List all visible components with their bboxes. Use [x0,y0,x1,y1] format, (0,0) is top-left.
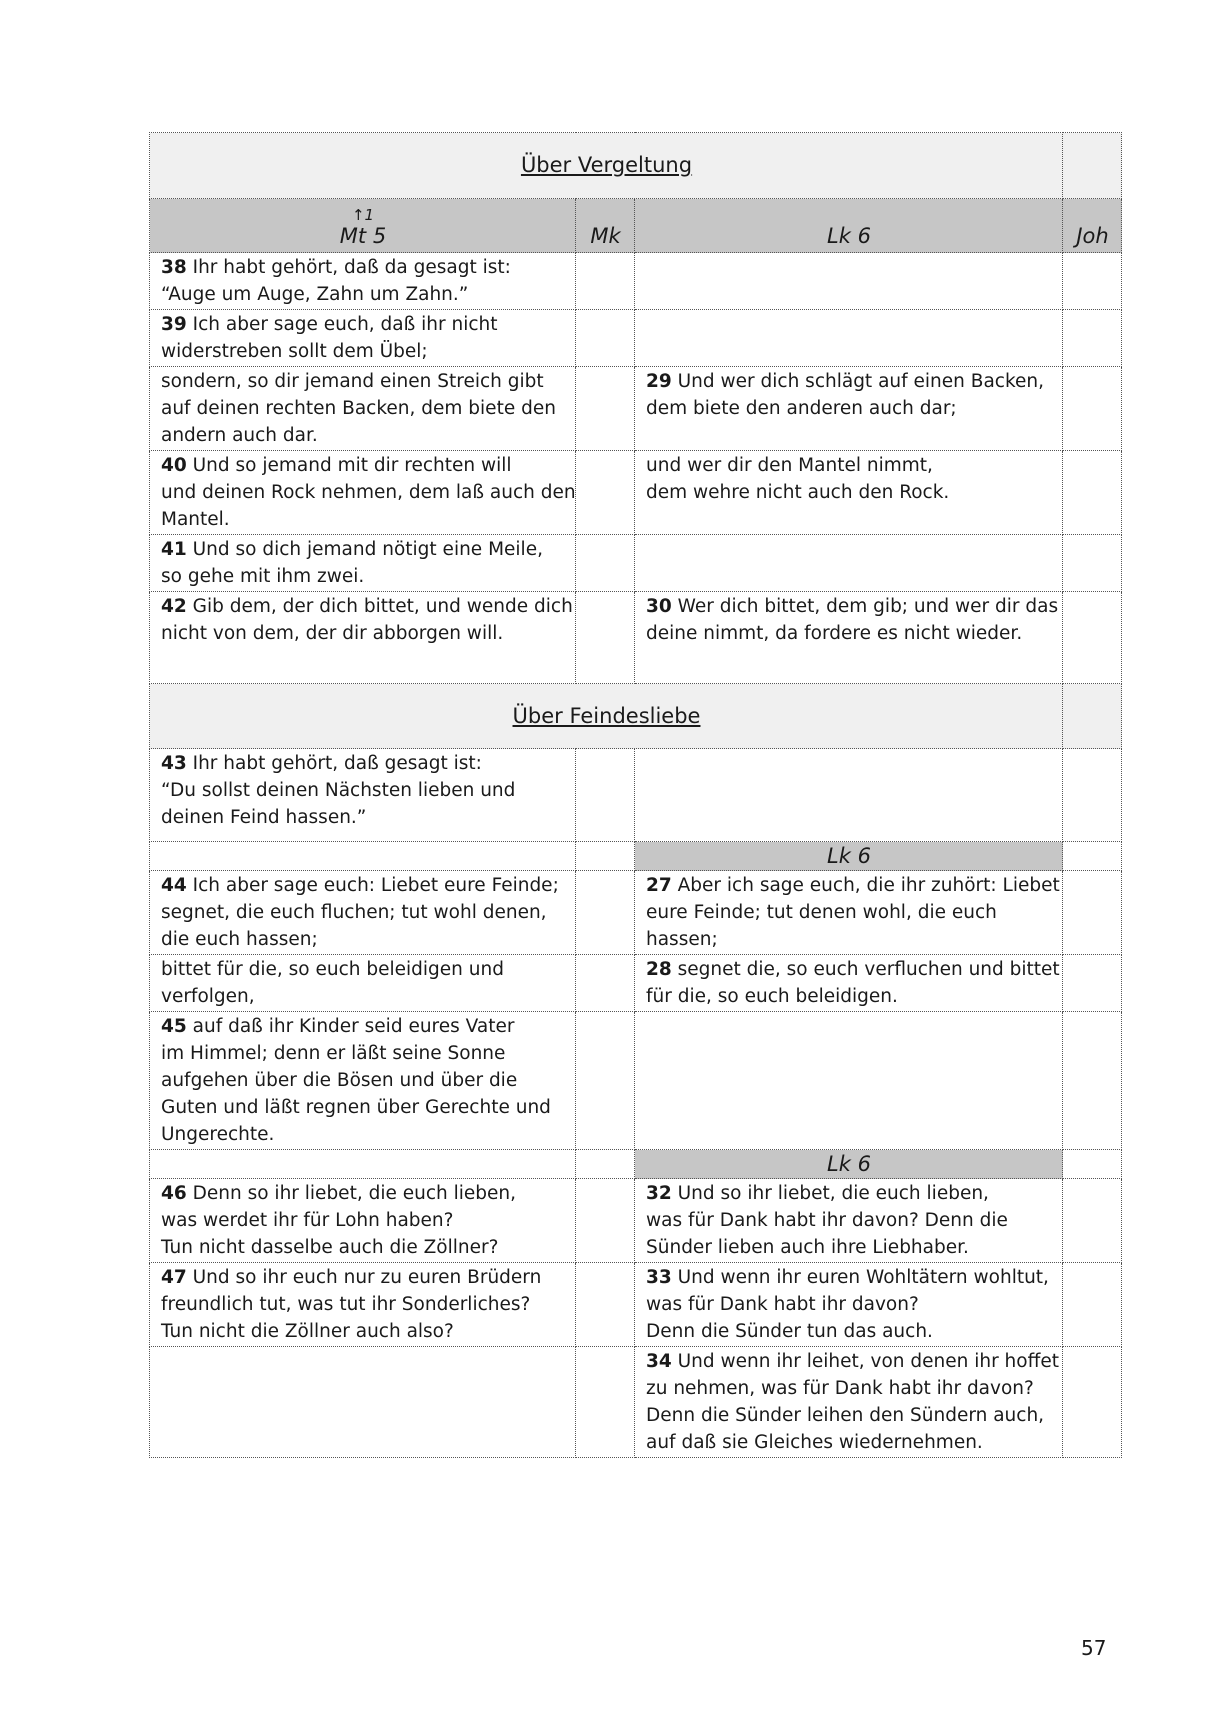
verse-line: im Himmel; denn er läßt seine Sonne [161,1043,506,1064]
joh-cell [1063,871,1122,955]
section-title-row [150,133,1122,199]
column-header [635,199,1063,253]
verse-row [150,451,1122,535]
lk-subheader: Lk 6 [635,842,1063,871]
sub-header-row [150,1150,1122,1179]
verse-row [150,310,1122,367]
mt-cell [150,310,576,367]
verse-number: 38 [161,257,187,278]
joh-cell [1063,1179,1122,1263]
verse-row [150,367,1122,451]
mk-cell [576,1012,635,1150]
verse-line: was werdet ihr für Lohn haben? [161,1210,454,1231]
verse-line: was für Dank habt ihr davon? [646,1294,919,1315]
verse-line: was für Dank habt ihr davon? Denn die [646,1210,1008,1231]
verse-line: 33 Und wenn ihr euren Wohltätern wohltut, [646,1267,1049,1288]
verse-line: 28 segnet die, so euch verfluchen und bittet [646,959,1060,980]
verse-number: 30 [646,596,672,617]
verse-line: hassen; [646,929,718,950]
verse-line: 30 Wer dich bittet, dem gib; und wer dir das [646,596,1059,617]
mk-cell [576,592,635,684]
verse-line: Mantel. [161,509,230,530]
mt-cell [150,1347,576,1458]
verse-line: 42 Gib dem, der dich bittet, und wende dich [161,596,573,617]
mt-cell [150,367,576,451]
mk-cell [576,749,635,842]
verse-number: 32 [646,1183,672,1204]
verse-line: auf deinen rechten Backen, dem biete den [161,398,556,419]
mt-cell [150,253,576,310]
verse-number: 39 [161,314,187,335]
verse-number: 28 [646,959,672,980]
lk-cell [635,871,1063,955]
verse-row [150,1347,1122,1458]
mk-cell [576,1347,635,1458]
lk-cell [635,535,1063,592]
verse-line: 32 Und so ihr liebet, die euch lieben, [646,1183,989,1204]
verse-line: Denn die Sünder leihen den Sündern auch, [646,1405,1045,1426]
lk-cell [635,1012,1063,1150]
section-title: Über Feindesliebe [150,684,1063,749]
mt-cell [150,535,576,592]
verse-row [150,749,1122,842]
verse-line: “Du sollst deinen Nächsten lieben und [161,780,516,801]
joh-cell [1063,451,1122,535]
joh-cell [1063,367,1122,451]
joh-cell [1063,1150,1122,1179]
verse-number: 33 [646,1267,672,1288]
lk-cell [635,310,1063,367]
verse-number: 27 [646,875,672,896]
mt-cell [150,749,576,842]
verse-row [150,955,1122,1012]
verse-line: Denn die Sünder tun das auch. [646,1321,933,1342]
verse-line: freundlich tut, was tut ihr Sonderliches? [161,1294,531,1315]
mk-cell [576,871,635,955]
joh-cell [1063,253,1122,310]
mk-cell [576,535,635,592]
verse-line: segnet, die euch fluchen; tut wohl denen, [161,902,547,923]
verse-line: zu nehmen, was für Dank habt ihr davon? [646,1378,1034,1399]
column-header-label: Mt 5 [339,224,387,248]
lk-cell [635,592,1063,684]
column-header [150,199,576,253]
verse-line: auf daß sie Gleiches wiedernehmen. [646,1432,983,1453]
verse-line: für die, so euch beleidigen. [646,986,898,1007]
verse-line: 41 Und so dich jemand nötigt eine Meile, [161,539,543,560]
lk-cell [635,749,1063,842]
arrow-up-icon: ↑1 [351,206,375,224]
verse-line: Sünder lieben auch ihre Liebhaber. [646,1237,969,1258]
joh-cell [1063,1263,1122,1347]
lk-subheader: Lk 6 [635,1150,1063,1179]
mk-cell [576,1179,635,1263]
verse-line: aufgehen über die Bösen und über die [161,1070,518,1091]
verse-line: Tun nicht die Zöllner auch also? [161,1321,454,1342]
verse-number: 44 [161,875,187,896]
mt-cell [150,592,576,684]
verse-line: “Auge um Auge, Zahn um Zahn.” [161,284,469,305]
verse-line: verfolgen, [161,986,255,1007]
verse-line: und deinen Rock nehmen, dem laß auch den [161,482,576,503]
verse-line: 34 Und wenn ihr leihet, von denen ihr hoffet [646,1351,1059,1372]
verse-line: eure Feinde; tut denen wohl, die euch [646,902,997,923]
mk-cell [576,1150,635,1179]
lk-cell [635,451,1063,535]
verse-line: 44 Ich aber sage euch: Liebet eure Feinde; [161,875,559,896]
verse-number: 34 [646,1351,672,1372]
verse-line: und wer dir den Mantel nimmt, [646,455,933,476]
verse-line: sondern, so dir jemand einen Streich gibt [161,371,544,392]
verse-number: 45 [161,1016,187,1037]
mt-cell [150,1263,576,1347]
joh-cell [1063,1012,1122,1150]
verse-number: 41 [161,539,187,560]
section-title-row [150,684,1122,749]
column-header-label: Joh [1076,224,1109,248]
verse-row [150,1179,1122,1263]
verse-number: 29 [646,371,672,392]
verse-row [150,1012,1122,1150]
mt-cell [150,1179,576,1263]
lk-cell [635,1347,1063,1458]
verse-row [150,535,1122,592]
joh-cell [1063,749,1122,842]
mk-cell [576,310,635,367]
column-header-label: Mk [590,224,621,248]
verse-row [150,253,1122,310]
lk-cell [635,955,1063,1012]
mt-cell [150,955,576,1012]
mt-cell [150,1012,576,1150]
verse-row [150,592,1122,684]
mt-cell [150,842,576,871]
verse-line: so gehe mit ihm zwei. [161,566,365,587]
mk-cell [576,367,635,451]
verse-line: andern auch dar. [161,425,318,446]
verse-line: Ungerechte. [161,1124,275,1145]
joh-cell [1063,535,1122,592]
verse-line: 43 Ihr habt gehört, daß gesagt ist: [161,753,482,774]
verse-line: deinen Feind hassen.” [161,807,367,828]
verse-line: 46 Denn so ihr liebet, die euch lieben, [161,1183,517,1204]
verse-line: widerstreben sollt dem Übel; [161,341,428,362]
verse-line: 39 Ich aber sage euch, daß ihr nicht [161,314,498,335]
verse-line: bittet für die, so euch beleidigen und [161,959,504,980]
page-number: 57 [1081,1636,1107,1660]
verse-line: deine nimmt, da fordere es nicht wieder. [646,623,1023,644]
verse-number: 47 [161,1267,187,1288]
verse-line: 27 Aber ich sage euch, die ihr zuhört: Liebet [646,875,1060,896]
column-header-row [150,199,1122,253]
lk-cell [635,1179,1063,1263]
mt-cell [150,451,576,535]
joh-cell [1063,592,1122,684]
verse-number: 46 [161,1183,187,1204]
verse-line: 29 Und wer dich schlägt auf einen Backen, [646,371,1044,392]
joh-cell [1063,842,1122,871]
verse-line: 45 auf daß ihr Kinder seid eures Vater [161,1016,515,1037]
section-title: Über Vergeltung [150,133,1063,199]
mk-cell [576,451,635,535]
joh-cell [1063,955,1122,1012]
verse-row [150,871,1122,955]
verse-number: 40 [161,455,187,476]
mt-cell [150,871,576,955]
verse-number: 43 [161,753,187,774]
mk-cell [576,1263,635,1347]
verse-line: Guten und läßt regnen über Gerechte und [161,1097,551,1118]
section-title-side [1063,133,1122,199]
verse-line: 40 Und so jemand mit dir rechten will [161,455,512,476]
lk-cell [635,253,1063,310]
mt-cell [150,1150,576,1179]
mk-cell [576,955,635,1012]
column-header-label: Lk 6 [827,224,871,248]
joh-cell [1063,1347,1122,1458]
verse-number: 42 [161,596,187,617]
sub-header-row [150,842,1122,871]
verse-row [150,1263,1122,1347]
column-header [576,199,635,253]
lk-cell [635,367,1063,451]
column-header [1063,199,1122,253]
verse-line: 38 Ihr habt gehört, daß da gesagt ist: [161,257,511,278]
synopsis-table [149,132,1122,1458]
verse-line: dem wehre nicht auch den Rock. [646,482,950,503]
lk-cell [635,1263,1063,1347]
joh-cell [1063,310,1122,367]
verse-line: nicht von dem, der dir abborgen will. [161,623,504,644]
mk-cell [576,253,635,310]
verse-line: Tun nicht dasselbe auch die Zöllner? [161,1237,499,1258]
verse-line: 47 Und so ihr euch nur zu euren Brüdern [161,1267,542,1288]
section-title-side [1063,684,1122,749]
verse-line: dem biete den anderen auch dar; [646,398,957,419]
verse-line: die euch hassen; [161,929,318,950]
mk-cell [576,842,635,871]
